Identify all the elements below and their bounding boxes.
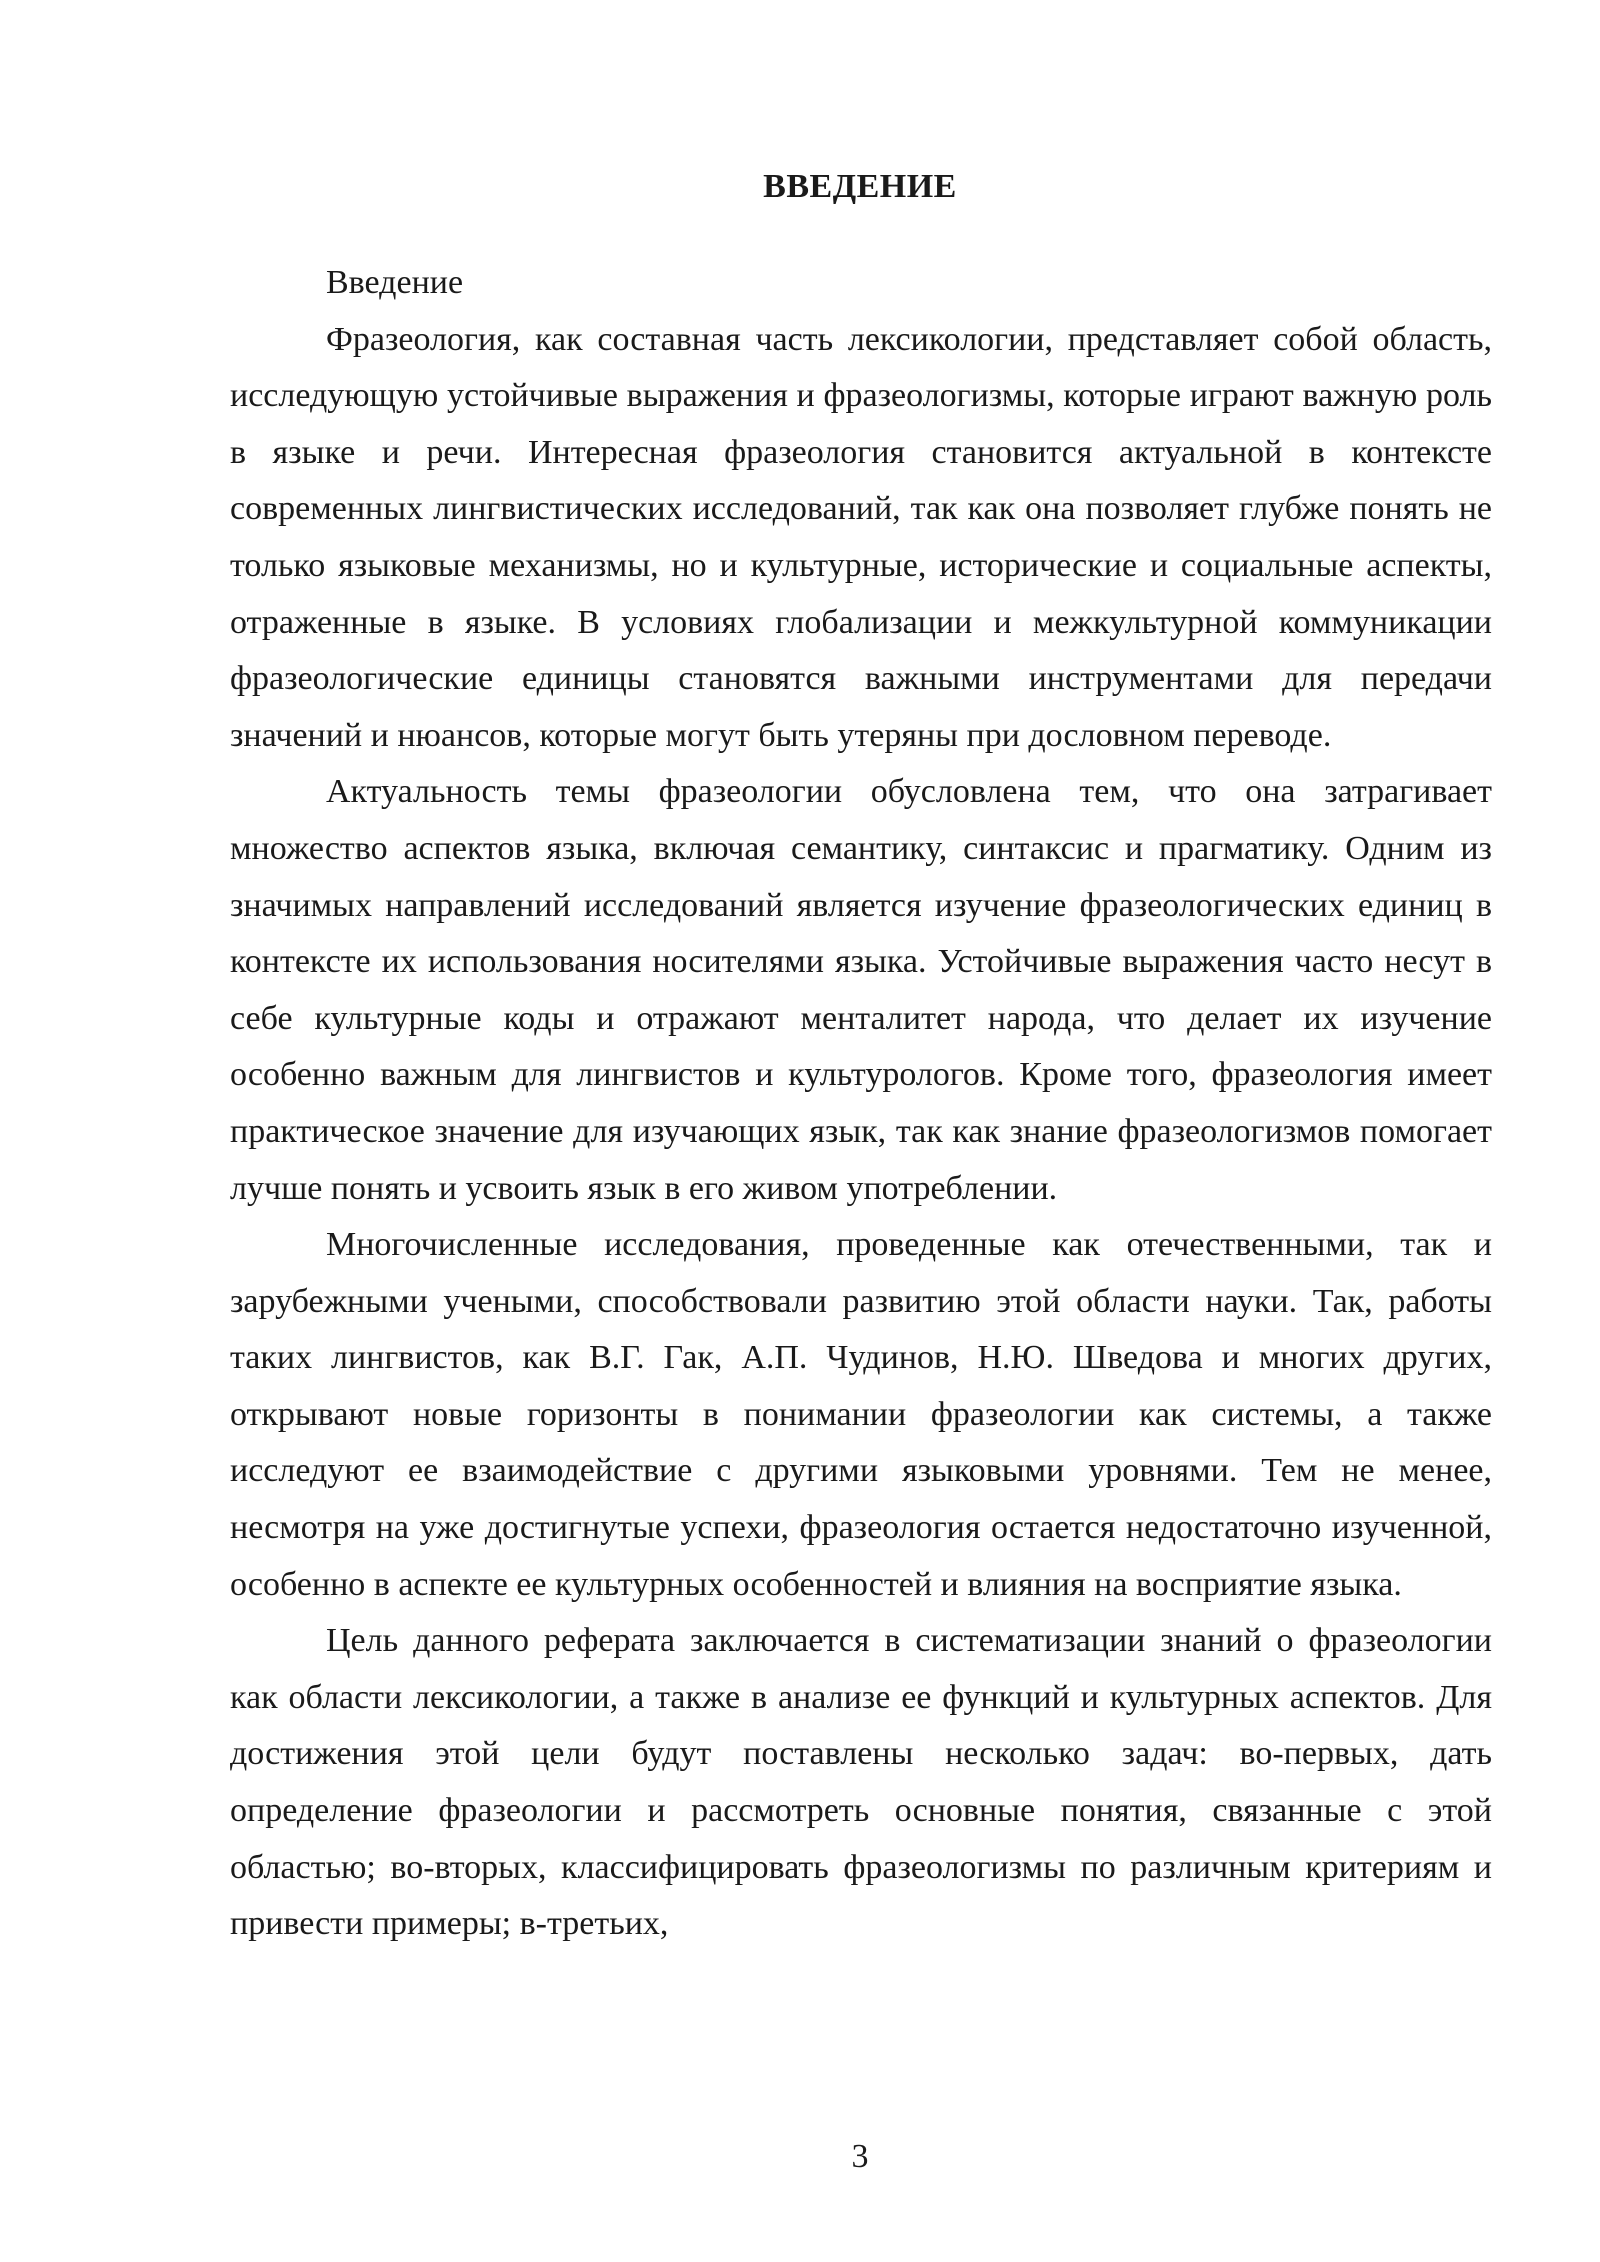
paragraph-4: Цель данного реферата заключается в систематизации знаний о фразеологии как области лексикологии, а также в анализе ее функций и культурных аспектов. Для достижения этой цели будут поставлены несколько задач: во-первых, дать определение фразеологии и рассмотреть основные понятия, связанные с этой областью; во-вторых, классифицировать фразеологизмы по различным критериям и привести примеры; в-третьих, [230,1622,1492,1943]
page-title: ВВЕДЕНИЕ [763,168,957,205]
section-subheading: Введение [326,264,464,301]
paragraph-1: Фразеология, как составная часть лексикологии, представляет собой область, исследующую устойчивые выражения и фразеологизмы, которые играют важную роль в языке и речи. Интересная фразеология становится актуальной в контексте современных лингвистических исследований, так как она позволяет глубже понять не только языковые механизмы, но и культурные, исторические и социальные аспекты, отраженные в языке. В условиях глобализации и межкультурной коммуникации фразеологические единицы становятся важными инструментами для передачи значений и нюансов, которые могут быть утеряны при дословном переводе. [230,320,1492,754]
document-body [230,255,1492,1953]
paragraph-2: Актуальность темы фразеологии обусловлена тем, что она затрагивает множество аспектов языка, включая семантику, синтаксис и прагматику. Одним из значимых направлений исследований является изучение фразеологических единиц в контексте их использования носителями языка. Устойчивые выражения часто несут в себе культурные коды и отражают менталитет народа, что делает их изучение особенно важным для лингвистов и культурологов. Кроме того, фразеология имеет практическое значение для изучающих язык, так как знание фразеологизмов помогает лучше понять и усвоить язык в его живом употреблении. [230,773,1492,1207]
page-number: 3 [851,2138,869,2175]
paragraph-3: Многочисленные исследования, проведенные как отечественными, так и зарубежными учеными, способствовали развитию этой области науки. Так, работы таких лингвистов, как В.Г. Гак, А.П. Чудинов, Н.Ю. Шведова и многих других, открывают новые горизонты в понимании фразеологии как системы, а также исследуют ее взаимодействие с другими языковыми уровнями. Тем не менее, несмотря на уже достигнутые успехи, фразеология остается недостаточно изученной, особенно в аспекте ее культурных особенностей и влияния на восприятие языка. [230,1226,1492,1603]
